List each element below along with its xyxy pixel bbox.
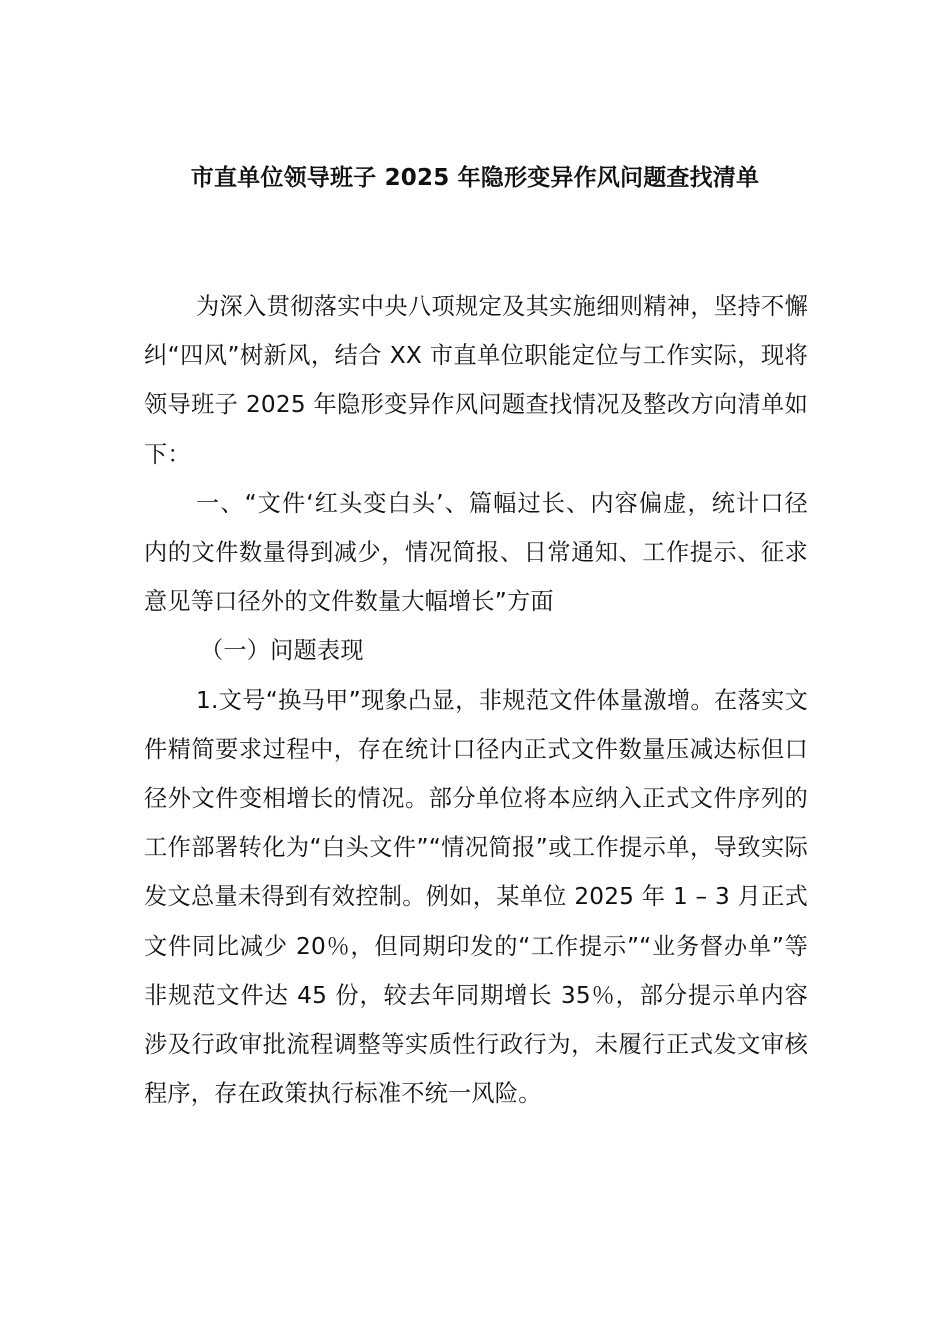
document-title: 市直单位领导班子 2025 年隐形变异作风问题查找清单 (190, 165, 760, 191)
document-body (144, 282, 808, 1118)
section-heading: 一、“文件‘红头变白头’、篇幅过长、内容偏虚，统计口径内的文件数量得到减少，情况简报、日常通知、工作提示、征求意见等口径外的文件数量大幅增长”方面 (144, 489, 808, 616)
subsection-heading: （一）问题表现 (200, 637, 364, 665)
item-paragraph: 1.文号“换马甲”现象凸显，非规范文件体量激增。在落实文件精简要求过程中，存在统计口径内正式文件数量压减达标但口径外文件变相增长的情况。部分单位将本应纳入正式文件序列的工作部署转化为“白头文件”“情况简报”或工作提示单，导致实际发文总量未得到有效控制。例如，某单位 2025 年 1 – 3 月正式文件同比减少 20％，但同期印发的“工作提示”“业务督办单”等非规范文件达 45 份，较去年同期增长 35％，部分提示单内容涉及行政审批流程调整等实质性行政行为，未履行正式发文审核程序，存在政策执行标准不统一风险。 (144, 686, 808, 1108)
intro-paragraph: 为深入贯彻落实中央八项规定及其实施细则精神，坚持不懈纠“四风”树新风，结合 XX 市直单位职能定位与工作实际，现将领导班子 2025 年隐形变异作风问题查找情况及整改方向清单如下： (144, 293, 808, 468)
